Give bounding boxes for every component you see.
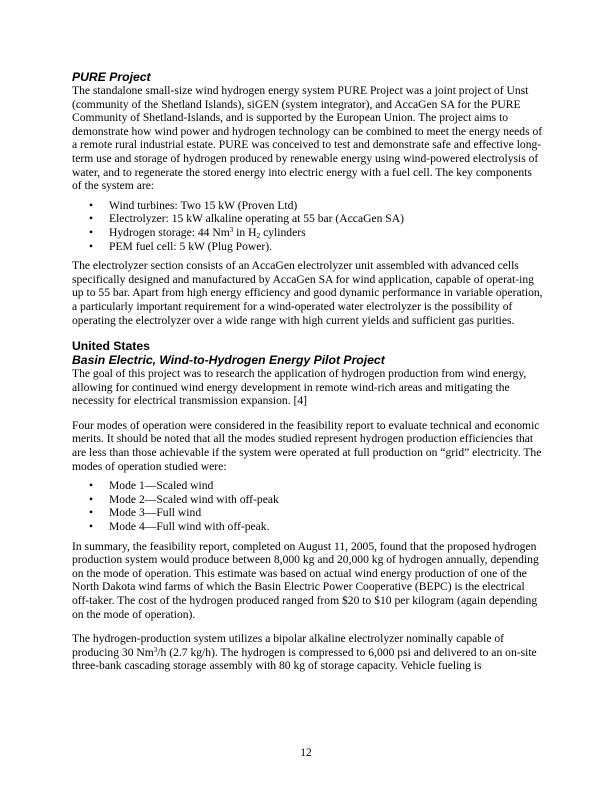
storage-text-b: in H	[233, 225, 257, 239]
pure-components-list	[72, 199, 544, 253]
list-item-hydrogen-storage	[109, 226, 544, 240]
list-item: • Mode 3—Full wind	[109, 506, 544, 520]
electrolyzer-paragraph: The electrolyzer section consists of an AccaGen electrolyzer unit assembled with advanced cells specifically designed and manufactured by AccaGen SA for wind application, capable of operat-ing up to 55 bar. Apart from high energy efficiency and good dynamic performance in variable operation, a particularly important requirement for a wind-operated water electrolyzer is the possibility of operating the electrolyzer over a wide range with high current yields and sufficient gas purities.	[72, 259, 543, 327]
list-item-turbines: • Wind turbines: Two 15 kW (Proven Ltd)	[109, 199, 544, 213]
pure-project-heading: PURE Project	[72, 70, 151, 84]
document-page	[72, 70, 544, 673]
system-paragraph	[72, 632, 544, 673]
storage-superscript: 3	[229, 225, 234, 234]
list-item-fuel-cell: • PEM fuel cell: 5 kW (Plug Power).	[109, 240, 544, 254]
system-text-b: /h (2.7 kg/h). The hydrogen is compressed to 6,000 psi and delivered to an on-site three-bank cascading storage assembly with 80 kg of storage capacity. Vehicle fueling is	[72, 645, 537, 673]
pure-intro-paragraph: The standalone small-size wind hydrogen energy system PURE Project was a joint project of Unst (community of the Shetland Islands), siGEN (system integrator), and AccaGen SA for the PURE Community of Shetland-Islands, and is supported by the European Union. The project aims to demonstrate how wind power and hydrogen technology can be combined to meet the energy needs of a remote rural industrial estate. PURE was conceived to test and demonstrate safe and effective long-term use and storage of hydrogen produced by renewable energy using wind-powered electrolysis of water, and to regenerate the stored energy into electric energy with a fuel cell. The key components of the system are:	[72, 84, 543, 193]
storage-text-a: Hydrogen storage: 44 Nm	[109, 225, 230, 239]
page-number: 12	[300, 746, 312, 759]
modes-paragraph: Four modes of operation were considered in the feasibility report to evaluate technical and economic merits. It should be noted that all the modes studied represent hydrogen production efficiencies that are less than those achievable if the system were operated at full production on “grid” electricity. The modes of operation studied were:	[72, 418, 542, 473]
list-item: • Mode 1—Scaled wind	[109, 479, 544, 493]
basin-electric-heading: Basin Electric, Wind-to-Hydrogen Energy Pilot Project	[72, 353, 385, 368]
system-superscript: 3	[153, 645, 158, 654]
storage-text-c: cylinders	[260, 225, 306, 239]
list-item: • Mode 2—Scaled wind with off-peak	[109, 493, 544, 507]
list-item: • Mode 4—Full wind with off-peak.	[109, 520, 544, 534]
modes-list	[72, 479, 544, 533]
summary-paragraph: In summary, the feasibility report, completed on August 11, 2005, found that the proposed hydrogen production system would produce between 8,000 kg and 20,000 kg of hydrogen annually, depending on the mode of operation. This estimate was based on actual wind energy production of one of the North Dakota wind farms of which the Basin Electric Power Cooperative (BEPC) is the electrical off-taker. The cost of the hydrogen produced ranged from $20 to $10 per kilogram (again depending on the mode of operation).	[72, 539, 539, 621]
goal-paragraph: The goal of this project was to research the application of hydrogen production from wind energy, allowing for continued wind energy development in remote wind-rich areas and mitigating the necessity for electrical transmission expansion. [4]	[72, 367, 527, 408]
united-states-heading: United States	[72, 339, 150, 354]
list-item-electrolyzer: • Electrolyzer: 15 kW alkaline operating at 55 bar (AccaGen SA)	[109, 212, 544, 226]
system-text-a: The hydrogen-production system utilizes a bipolar alkaline electrolyzer nominally capable of producing 30 Nm	[72, 632, 505, 659]
storage-subscript: 2	[256, 230, 261, 240]
